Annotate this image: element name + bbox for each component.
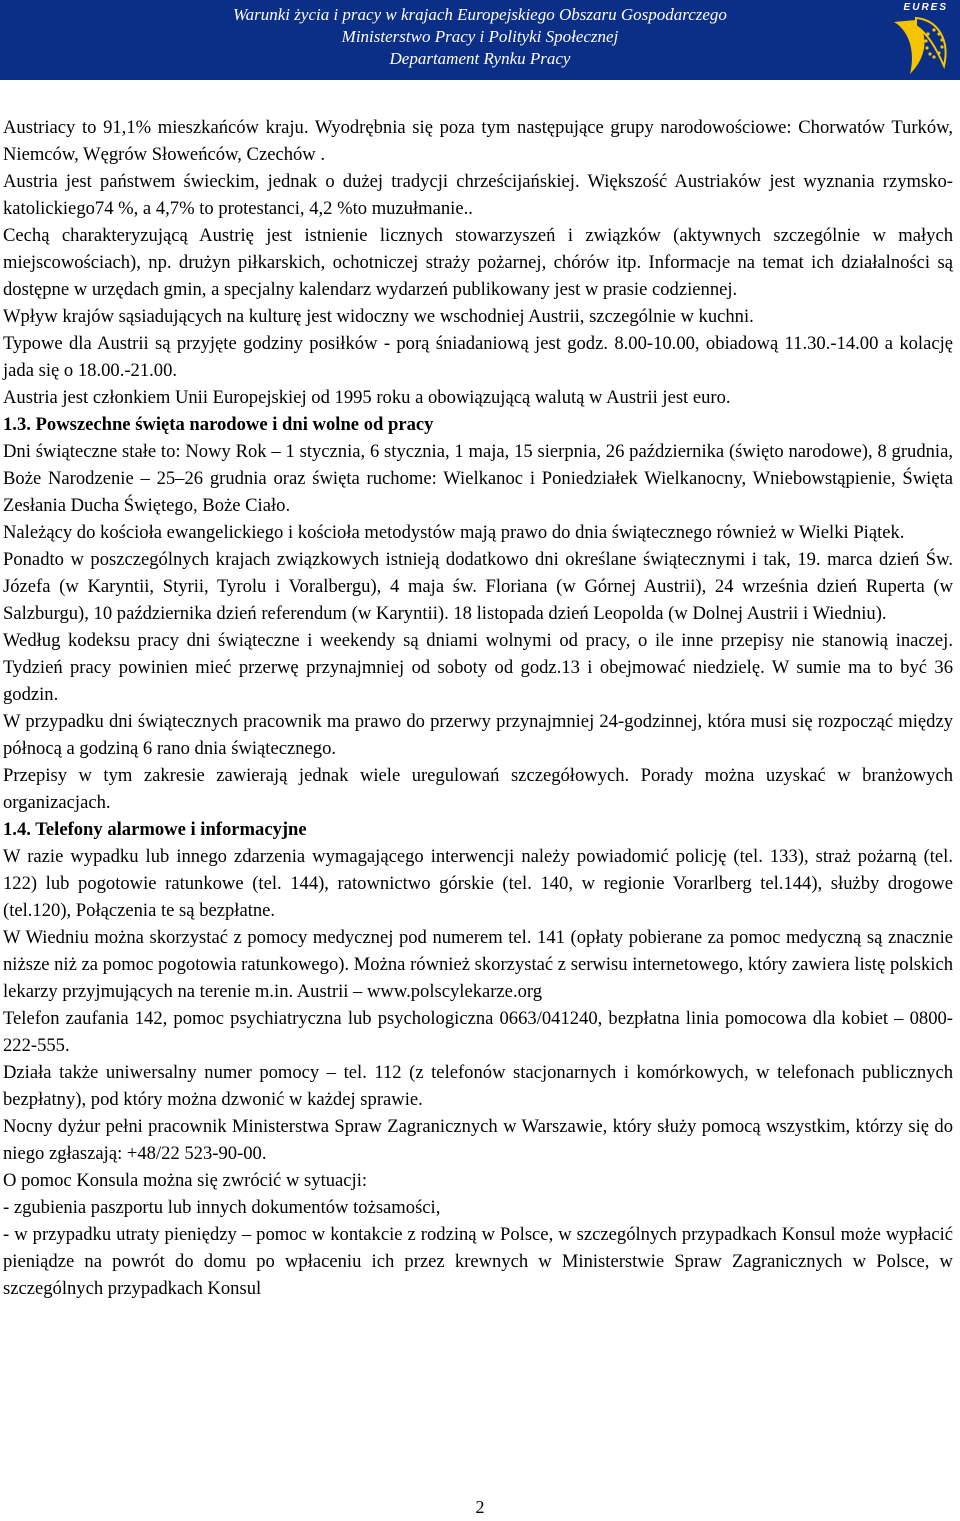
- paragraph-regulations: Przepisy w tym zakresie zawierają jednak wiele uregulowań szczegółowych. Porady można uzyskać w branżowych organizacjach.: [3, 765, 953, 813]
- paragraph-fixed-holidays: Dni świąteczne stałe to: Nowy Rok – 1 stycznia, 6 stycznia, 1 maja, 15 sierpnia, 26 października (święto narodowe), 8 grudnia, Boże Narodzenie – 25–26 grudnia oraz święta ruchome: Wielkanoc i Poniedziałek Wielkanocny, Wniebowstąpienie, Święta Zesłania Ducha Świętego, Boże Ciało.: [3, 441, 953, 516]
- header-line-ministry: Ministerstwo Pracy i Polityki Społecznej: [341, 27, 619, 46]
- eures-logo: [886, 0, 956, 80]
- section-number: 1.3.: [3, 414, 31, 435]
- section-title: Powszechne święta narodowe i dni wolne od pracy: [35, 414, 434, 435]
- list-item-lost-passport: - zgubienia paszportu lub innych dokumentów tożsamości,: [3, 1197, 441, 1218]
- paragraph-consul-intro: O pomoc Konsula można się zwrócić w sytuacji:: [3, 1170, 368, 1191]
- paragraph-helplines: Telefon zaufania 142, pomoc psychiatryczna lub psychologiczna 0663/041240, bezpłatna linia pomocowa dla kobiet – 0800-222-555.: [3, 1008, 953, 1056]
- paragraph-universal-number: Działa także uniwersalny numer pomocy – tel. 112 (z telefonów stacjonarnych i komórkowych, w telefonach publicznych bezpłatny), pod który można dzwonić w każdej sprawie.: [3, 1062, 953, 1110]
- paragraph-culture: Wpływ krajów sąsiadujących na kulturę jest widoczny we wschodniej Austrii, szczególnie w kuchni.: [3, 306, 754, 327]
- eures-logo-text: EURES: [903, 2, 948, 13]
- paragraph-meal-times: Typowe dla Austrii są przyjęte godziny posiłków - porą śniadaniową jest godz. 8.00-10.00, obiadową 11.30.-14.00 a kolację jada się o 18.00.-21.00.: [3, 333, 953, 381]
- paragraph-regional-holidays: Ponadto w poszczególnych krajach związkowych istnieją dodatkowo dni określane świątecznymi i tak, 19. marca dzień Św. Józefa (w Karyntii, Styrii, Tyrolu i Voralbergu), 4 maja św. Floriana (w Górnej Austrii), 24 września dzień Ruperta (w Salzburgu), 10 października dzień referendum (w Karyntii). 18 listopada dzień Leopolda (w Dolnej Austrii i Wiedniu).: [3, 549, 953, 624]
- paragraph-vienna-medical: W Wiedniu można skorzystać z pomocy medycznej pod numerem tel. 141 (opłaty pobierane za pomoc medyczną są znacznie niższe niż za pomoc pogotowia ratunkowego). Można również skorzystać z serwisu internetowego, który zawiera listę polskich lekarzy przyjmujących na terenie m.in. Austrii – www.polscylekarze.org: [3, 927, 953, 1002]
- paragraph-associations: Cechą charakteryzującą Austrię jest istnienie licznych stowarzyszeń i związków (aktywnych szczególnie w małych miejscowościach), np. drużyn piłkarskich, ochotniczej straży pożarnej, chórów itp. Informacje na temat ich działalności są dostępne w urzędach gmin, a specjalny kalendarz wydarzeń publikowany jest w prasie codziennej.: [3, 225, 953, 300]
- page-number: 2: [475, 1497, 485, 1517]
- section-number: 1.4.: [3, 819, 31, 840]
- header-line-title: Warunki życia i pracy w krajach Europejskiego Obszaru Gospodarczego: [233, 5, 727, 24]
- list-item-lost-money: - w przypadku utraty pieniędzy – pomoc w kontakcie z rodziną w Polsce, w szczególnych przypadkach Konsul może wypłacić pieniądze na powrót do domu po wpłaceniu ich przez krewnych w Ministerstwie Spraw Zagranicznych w Polsce, w szczególnych przypadkach Konsul: [3, 1224, 953, 1299]
- paragraph-population: Austriacy to 91,1% mieszkańców kraju. Wyodrębnia się poza tym następujące grupy narodowościowe: Chorwatów Turków, Niemców, Węgrów Słoweńców, Czechów .: [3, 117, 953, 165]
- paragraph-religion: Austria jest państwem świeckim, jednak o dużej tradycji chrześcijańskiej. Większość Austriaków jest wyznania rzymsko-katolickiego74 %, a 4,7% to protestanci, 4,2 %to muzułmanie..: [3, 171, 953, 219]
- paragraph-eu-membership: Austria jest członkiem Unii Europejskiej od 1995 roku a obowiązującą walutą w Austrii jest euro.: [3, 387, 731, 408]
- paragraph-emergency-numbers: W razie wypadku lub innego zdarzenia wymagającego interwencji należy powiadomić policję (tel. 133), straż pożarną (tel. 122) lub pogotowie ratunkowe (tel. 144), ratownictwo górskie (tel. 140, w regionie Vorarlberg tel.144), służby drogowe (tel.120), Połączenia te są bezpłatne.: [3, 846, 953, 921]
- header-text: [0, 4, 960, 70]
- document-header: [0, 0, 960, 80]
- section-heading-phones: [3, 816, 953, 843]
- paragraph-labour-code: Według kodeksu pracy dni świąteczne i weekendy są dniami wolnymi od pracy, o ile inne przepisy nie stanowią inaczej. Tydzień pracy powinien mieć przerwę przynajmniej od soboty od godz.13 i obejmować niedzielę. W sumie ma to być 36 godzin.: [3, 630, 953, 705]
- paragraph-night-duty: Nocny dyżur pełni pracownik Ministerstwa Spraw Zagranicznych w Warszawie, który służy pomocą wszystkim, którzy się do niego zgłaszają: +48/22 523-90-00.: [3, 1116, 953, 1164]
- document-body: [3, 114, 953, 1302]
- paragraph-holiday-break: W przypadku dni świątecznych pracownik ma prawo do przerwy przynajmniej 24-godzinnej, która musi się rozpocząć między północą a godziną 6 rano dnia świątecznego.: [3, 711, 953, 759]
- paragraph-good-friday: Należący do kościoła ewangelickiego i kościoła metodystów mają prawo do dnia świątecznego również w Wielki Piątek.: [3, 522, 905, 543]
- header-line-department: Departament Rynku Pracy: [389, 49, 571, 68]
- section-title: Telefony alarmowe i informacyjne: [35, 819, 307, 840]
- section-heading-holidays: [3, 411, 953, 438]
